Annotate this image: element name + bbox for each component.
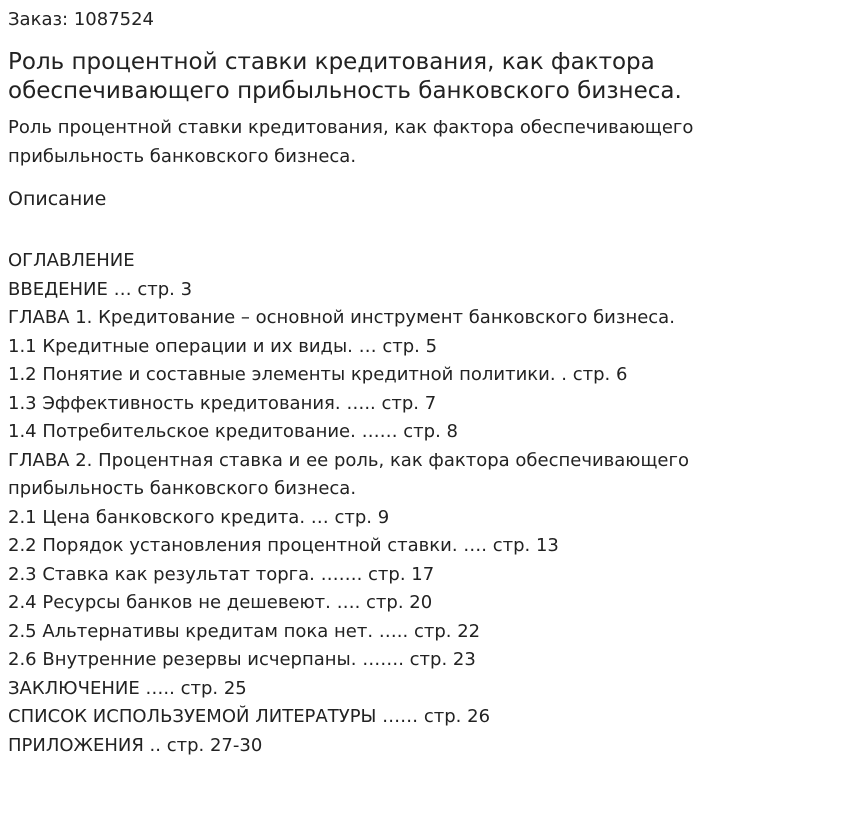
toc-item: 2.6 Внутренние резервы исчерпаны. ……. стр. 23 bbox=[8, 649, 476, 670]
order-line bbox=[8, 9, 154, 31]
toc-item: 1.1 Кредитные операции и их виды. … стр. 5 bbox=[8, 335, 438, 357]
toc-item: 1.3 Эффективность кредитования. ….. стр. 7 bbox=[8, 392, 437, 414]
order-label: Заказ: bbox=[8, 9, 69, 30]
toc-item: 1.2 Понятие и составные элементы кредитной политики. . стр. 6 bbox=[8, 364, 628, 385]
document-title: Роль процентной ставки кредитования, как фактора обеспечивающего прибыльность банковского бизнеса. bbox=[8, 49, 682, 104]
order-number: 1087524 bbox=[73, 9, 155, 30]
toc-item: ЗАКЛЮЧЕНИЕ ….. стр. 25 bbox=[8, 677, 247, 699]
toc-item: ВВЕДЕНИЕ … стр. 3 bbox=[8, 278, 193, 300]
toc-item: ОГЛАВЛЕНИЕ bbox=[8, 250, 135, 271]
toc-item: 2.4 Ресурсы банков не дешевеют. …. стр. 20 bbox=[8, 592, 433, 613]
toc-item: 1.4 Потребительское кредитование. …… стр. 8 bbox=[8, 421, 458, 442]
document-subtitle: Роль процентной ставки кредитования, как фактора обеспечивающего прибыльность банковского бизнеса. bbox=[8, 117, 694, 167]
toc-item: 2.1 Цена банковского кредита. … стр. 9 bbox=[8, 506, 390, 528]
toc-item: ПРИЛОЖЕНИЯ .. стр. 27-30 bbox=[8, 734, 263, 756]
toc-item: СПИСОК ИСПОЛЬЗУЕМОЙ ЛИТЕРАТУРЫ …… стр. 26 bbox=[8, 706, 491, 727]
table-of-contents bbox=[8, 247, 828, 760]
toc-item: 2.3 Ставка как результат торга. ……. стр. 17 bbox=[8, 563, 435, 585]
toc-item: 2.2 Порядок установления процентной ставки. …. стр. 13 bbox=[8, 535, 559, 556]
toc-item: ГЛАВА 1. Кредитование – основной инструмент банковского бизнеса. bbox=[8, 307, 675, 328]
toc-item: 2.5 Альтернативы кредитам пока нет. ….. стр. 22 bbox=[8, 620, 481, 642]
toc-item: ГЛАВА 2. Процентная ставка и ее роль, как фактора обеспечивающего прибыльность банковского бизнеса. bbox=[8, 449, 689, 499]
description-heading: Описание bbox=[8, 188, 107, 210]
